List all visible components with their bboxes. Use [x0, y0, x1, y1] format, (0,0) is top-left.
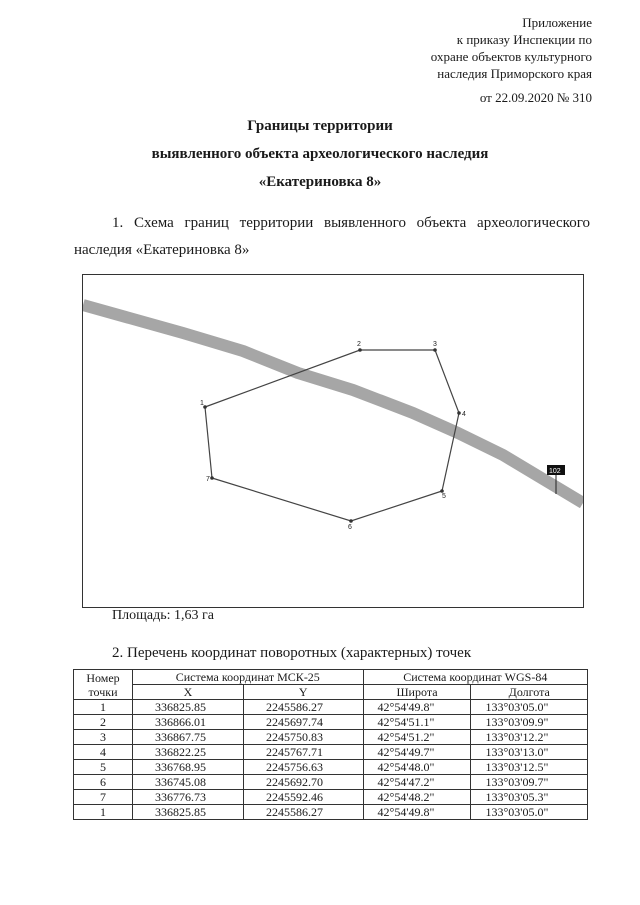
longitude-cell: 133°03'09.9" — [471, 715, 588, 730]
x-cell: 336867.75 — [133, 730, 244, 745]
table-row — [74, 805, 588, 820]
table-row — [74, 700, 588, 715]
appendix-line: наследия Приморского края — [437, 66, 592, 81]
vertex-label-3: 3 — [433, 341, 437, 348]
road-band — [83, 305, 583, 503]
col-lat-header: Широта — [363, 685, 471, 700]
section-1-heading: 1. Схема границ территории выявленного объекта археологического наследия «Екатериновка 8» — [74, 215, 590, 258]
title-line-3: «Екатериновка 8» — [258, 174, 382, 190]
y-cell: 2245767.71 — [244, 745, 364, 760]
point-number-cell: 3 — [74, 730, 133, 745]
longitude-cell: 133°03'05.0" — [471, 805, 588, 820]
latitude-cell: 42°54'48.2" — [363, 790, 471, 805]
y-cell: 2245697.74 — [244, 715, 364, 730]
order-reference: от 22.09.2020 № 310 — [479, 90, 592, 105]
point-number-cell: 4 — [74, 745, 133, 760]
x-cell: 336825.85 — [133, 700, 244, 715]
x-cell: 336745.08 — [133, 775, 244, 790]
latitude-cell: 42°54'49.8" — [363, 700, 471, 715]
vertex-label-2: 2 — [357, 341, 361, 348]
latitude-cell: 42°54'51.2" — [363, 730, 471, 745]
x-cell: 336822.25 — [133, 745, 244, 760]
marker-label: 102 — [549, 468, 561, 475]
table-row — [74, 775, 588, 790]
x-cell: 336825.85 — [133, 805, 244, 820]
table-subheader-row — [74, 685, 588, 700]
area-label: Площадь: 1,63 га — [112, 608, 214, 623]
longitude-cell: 133°03'09.7" — [471, 775, 588, 790]
latitude-cell: 42°54'49.8" — [363, 805, 471, 820]
y-cell: 2245592.46 — [244, 790, 364, 805]
y-cell: 2245586.27 — [244, 805, 364, 820]
table-row — [74, 715, 588, 730]
longitude-cell: 133°03'12.2" — [471, 730, 588, 745]
coordinates-table — [73, 669, 588, 820]
col-y-header: Y — [244, 685, 364, 700]
table-header-row — [74, 670, 588, 685]
point-number-cell: 1 — [74, 805, 133, 820]
longitude-cell: 133°03'05.3" — [471, 790, 588, 805]
title-line-2: выявленного объекта археологического наследия — [151, 146, 489, 162]
col-x-header: X — [133, 685, 244, 700]
boundary-scheme — [82, 274, 584, 608]
y-cell: 2245586.27 — [244, 700, 364, 715]
table-row — [74, 760, 588, 775]
x-cell: 336776.73 — [133, 790, 244, 805]
x-cell: 336768.95 — [133, 760, 244, 775]
vertex-4 — [457, 411, 461, 415]
longitude-cell: 133°03'13.0" — [471, 745, 588, 760]
vertex-2 — [358, 348, 362, 352]
territory-boundary — [205, 350, 459, 521]
x-cell: 336866.01 — [133, 715, 244, 730]
appendix-line: охране объектов культурного — [430, 49, 592, 64]
latitude-cell: 42°54'51.1" — [363, 715, 471, 730]
appendix-line: Приложение — [522, 15, 592, 30]
point-number-cell: 5 — [74, 760, 133, 775]
vertex-label-7: 7 — [206, 476, 210, 483]
y-cell: 2245750.83 — [244, 730, 364, 745]
longitude-cell: 133°03'12.5" — [471, 760, 588, 775]
appendix-block — [431, 14, 592, 82]
scheme-canvas — [83, 275, 583, 607]
col-number-line-2: точки — [88, 684, 118, 699]
title-line-1: Границы территории — [247, 118, 393, 134]
y-cell: 2245756.63 — [244, 760, 364, 775]
table-row — [74, 790, 588, 805]
vertex-label-6: 6 — [348, 524, 352, 531]
vertex-7 — [210, 476, 214, 480]
col-number-header — [74, 670, 133, 700]
longitude-cell: 133°03'05.0" — [471, 700, 588, 715]
point-number-cell: 2 — [74, 715, 133, 730]
vertex-6 — [349, 519, 353, 523]
section-2-heading: 2. Перечень координат поворотных (характерных) точек — [112, 645, 472, 661]
point-number-cell: 6 — [74, 775, 133, 790]
wgs-system-header: Система координат WGS-84 — [363, 670, 587, 685]
latitude-cell: 42°54'48.0" — [363, 760, 471, 775]
table-row — [74, 745, 588, 760]
coordinates-table-body — [74, 700, 588, 820]
msk-system-header: Система координат МСК-25 — [133, 670, 364, 685]
appendix-line: к приказу Инспекции по — [456, 32, 592, 47]
table-row — [74, 730, 588, 745]
vertex-3 — [433, 348, 437, 352]
col-lon-header: Долгота — [471, 685, 588, 700]
point-number-cell: 7 — [74, 790, 133, 805]
boundary-vertices — [203, 348, 461, 523]
y-cell: 2245692.70 — [244, 775, 364, 790]
point-number-cell: 1 — [74, 700, 133, 715]
vertex-label-4: 4 — [462, 411, 466, 418]
latitude-cell: 42°54'47.2" — [363, 775, 471, 790]
vertex-label-1: 1 — [200, 400, 204, 407]
vertex-label-5: 5 — [442, 493, 446, 500]
col-number-line-1: Номер — [86, 670, 120, 685]
latitude-cell: 42°54'49.7" — [363, 745, 471, 760]
